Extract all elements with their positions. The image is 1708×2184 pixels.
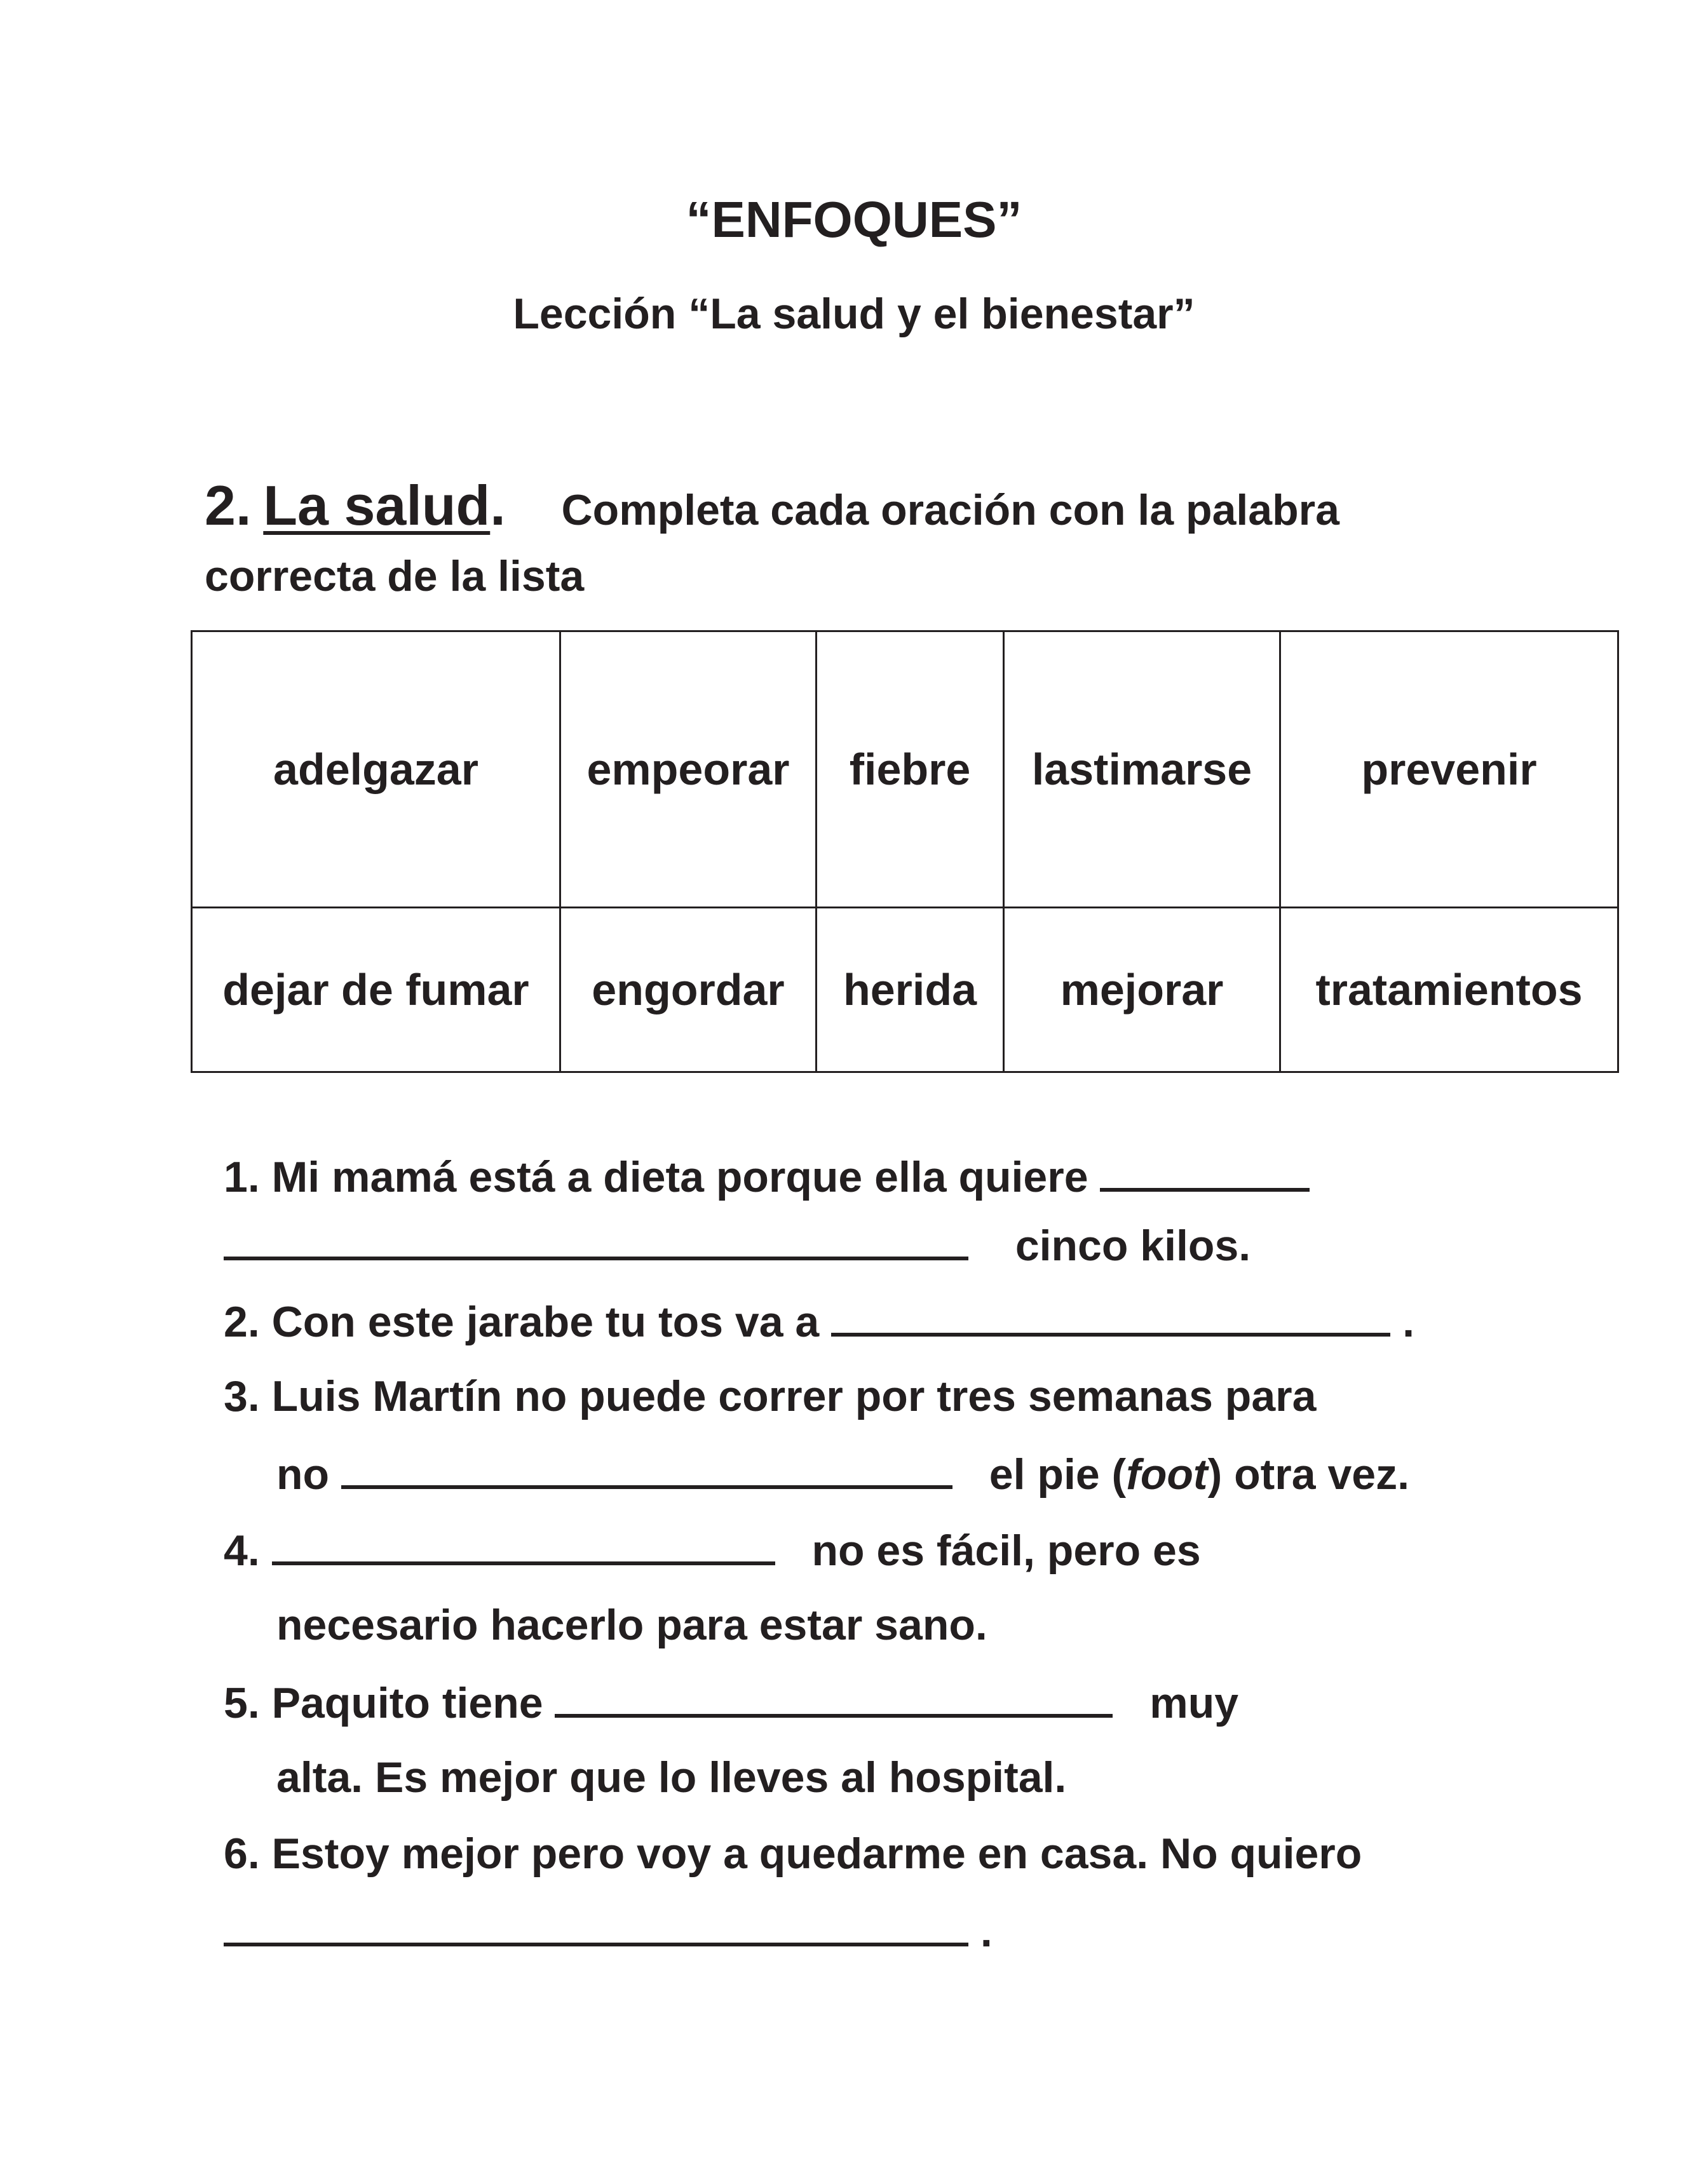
word-bank-cell: adelgazar: [192, 631, 560, 908]
word-bank-cell: fiebre: [817, 631, 1004, 908]
answer-blank-1b[interactable]: [224, 1218, 968, 1260]
exercise-number: 5.: [224, 1679, 260, 1727]
exercise-text: necesario hacerlo para estar sano.: [276, 1601, 987, 1649]
word-bank-cell: engordar: [560, 908, 817, 1072]
section-heading: [205, 473, 1339, 538]
exercise-text: muy: [1149, 1679, 1239, 1727]
exercise-number: 4.: [224, 1527, 260, 1575]
exercise-4: [224, 1523, 1201, 1576]
answer-blank-4[interactable]: [272, 1523, 775, 1565]
answer-blank-1a[interactable]: [1100, 1150, 1310, 1192]
word-bank-cell: prevenir: [1280, 631, 1618, 908]
exercise-text: cinco kilos.: [1015, 1222, 1251, 1270]
word-bank-cell: empeorar: [560, 631, 817, 908]
exercise-text: no es fácil, pero es: [811, 1527, 1201, 1575]
exercise-3-continued: [276, 1447, 1409, 1500]
exercise-text: alta. Es mejor que lo lleves al hospital.: [276, 1753, 1067, 1802]
section-instruction-continued: correcta de la lista: [205, 552, 585, 600]
exercise-text: Paquito tiene: [271, 1679, 543, 1727]
word-bank-cell: mejorar: [1004, 908, 1280, 1072]
word-bank-cell: herida: [817, 908, 1004, 1072]
exercise-3: [224, 1371, 1316, 1422]
word-bank-cell: lastimarse: [1004, 631, 1280, 908]
word-bank-table: [191, 630, 1619, 1073]
worksheet-title: “ENFOQUES”: [686, 191, 1022, 248]
word-bank-row: [192, 631, 1618, 908]
exercise-4-continued: [276, 1600, 987, 1650]
answer-blank-6[interactable]: [224, 1904, 968, 1946]
word-bank-cell: tratamientos: [1280, 908, 1618, 1072]
exercise-1-continued: [224, 1218, 1250, 1271]
exercise-text: .: [980, 1908, 993, 1956]
exercise-number: 3.: [224, 1372, 260, 1420]
exercise-6: [224, 1828, 1362, 1879]
exercise-number: 2.: [224, 1298, 260, 1346]
answer-blank-2[interactable]: [831, 1295, 1390, 1337]
exercise-text: Mi mamá está a dieta porque ella quiere: [271, 1153, 1088, 1201]
section-instruction: Completa cada oración con la palabra: [561, 486, 1339, 534]
lesson-subtitle: Lección “La salud y el bienestar”: [513, 290, 1195, 338]
exercise-number: 1.: [224, 1153, 260, 1201]
exercise-text: no: [276, 1450, 330, 1499]
section-number: 2.: [205, 474, 252, 537]
section-topic: La salud.: [263, 474, 506, 537]
exercise-number: 6.: [224, 1830, 260, 1878]
word-bank-cell: dejar de fumar: [192, 908, 560, 1072]
answer-blank-3[interactable]: [341, 1447, 952, 1489]
exercise-5-continued: [276, 1752, 1066, 1803]
exercise-5: [224, 1676, 1238, 1729]
exercise-text: Con este jarabe tu tos va a: [271, 1298, 820, 1346]
exercise-text: .: [1402, 1298, 1414, 1346]
word-bank-row: [192, 908, 1618, 1072]
exercise-1: [224, 1150, 1310, 1203]
exercise-text: el pie (foot) otra vez.: [989, 1450, 1409, 1499]
exercise-2: [224, 1295, 1414, 1347]
exercise-text: Luis Martín no puede correr por tres semanas para: [271, 1372, 1317, 1420]
answer-blank-5[interactable]: [555, 1676, 1113, 1718]
exercise-6-continued: [224, 1904, 993, 1957]
exercise-text: Estoy mejor pero voy a quedarme en casa. No quiero: [271, 1830, 1362, 1878]
